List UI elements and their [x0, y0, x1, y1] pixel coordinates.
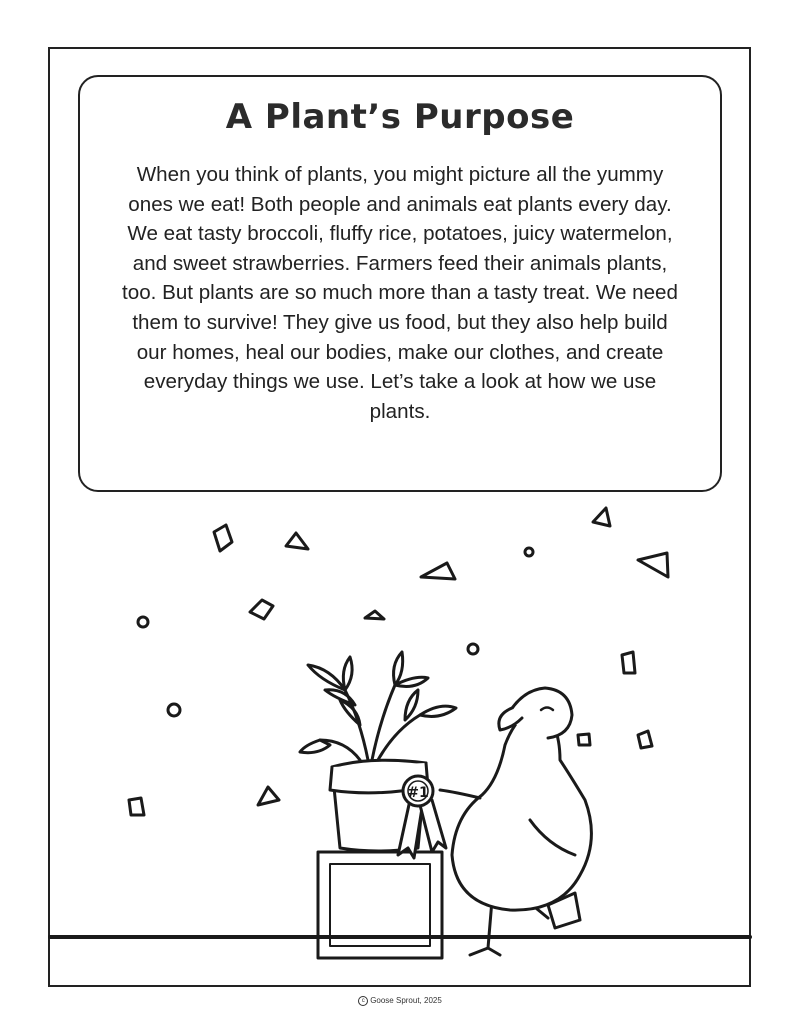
- display-box-icon: [318, 852, 442, 958]
- intro-paragraph: When you think of plants, you might picture all the yummy ones we eat! Both people and animals eat plants every day. We eat tasty broccoli, fluffy rice, potatoes, juicy watermelon, and sweet strawberries. Farmers feed their animals plants, too. But plants are so much more than a tasty treat. We need them to survive! They give us food, but they also help build our homes, heal our bodies, make our clothes, and create everyday things we use. Let’s take a look at how we use plants.: [122, 163, 678, 423]
- page-title: A Plant’s Purpose: [225, 97, 575, 137]
- award-ribbon-icon: [398, 776, 446, 858]
- ribbon-label: #1: [407, 785, 429, 801]
- copyright-text: Goose Sprout, 2025: [370, 996, 442, 1006]
- goose-icon: [440, 688, 591, 955]
- copyright-icon: c: [358, 996, 368, 1006]
- footer-copyright: [0, 996, 800, 1006]
